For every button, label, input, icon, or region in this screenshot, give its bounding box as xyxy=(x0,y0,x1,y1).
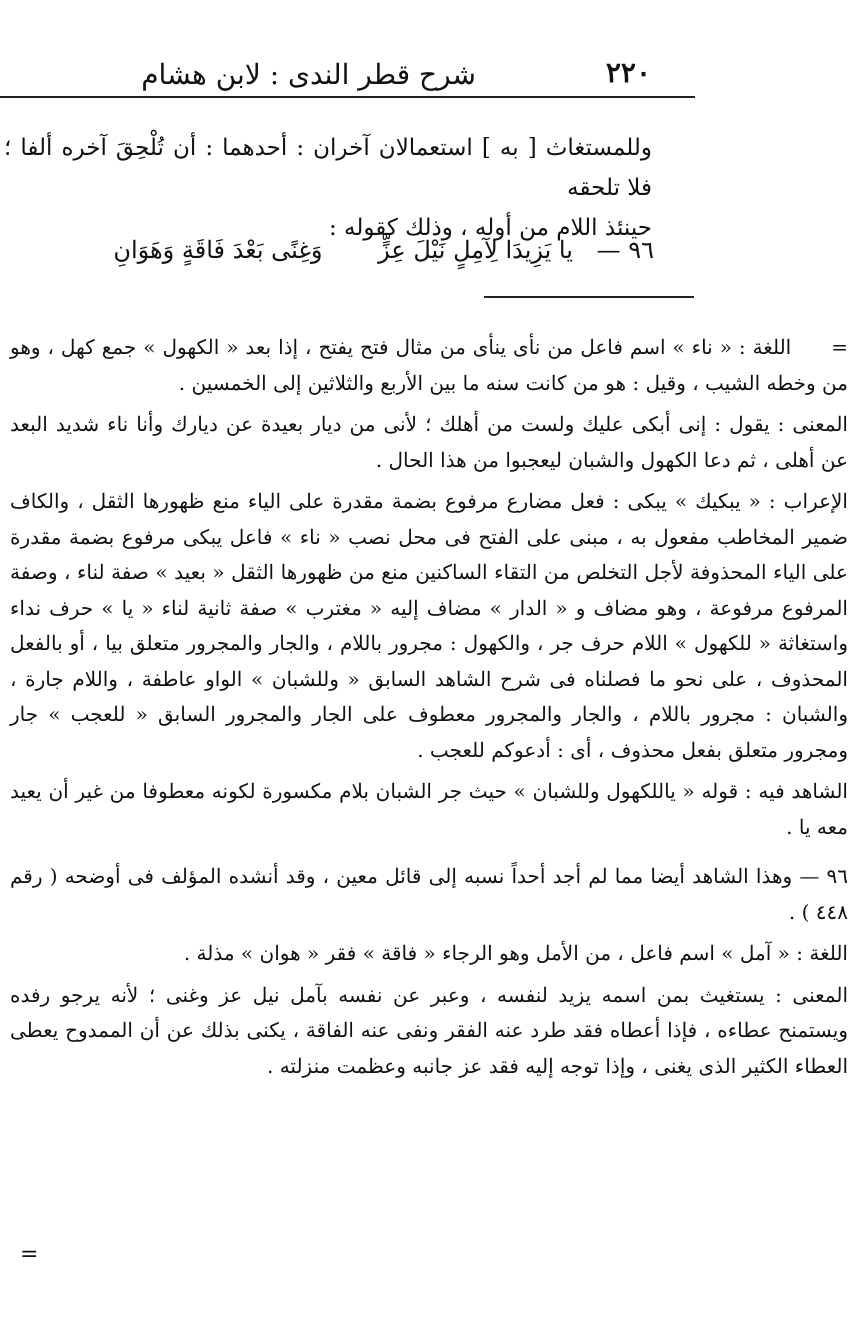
footnote-paragraph: الإعراب : « يبكيك » يبكى : فعل مضارع مرفوع بضمة مقدرة على الياء منع ظهورها الثقل ، والكاف ضمير المخاطب مفعول به ، مبنى على الفتح فى محل نصب « ناء » فاعل يبكى مرفوع بضمة مقدرة على الياء المحذوفة لأجل التخلص من التقاء الساكنين منع من ظهورها الثقل « بعيد » صفة لناء ، وصفة المرفوع مرفوعة ، وهو مضاف و « الدار » مضاف إليه « مغترب » صفة ثانية لناء « يا » حرف نداء واستغاثة « للكهول » اللام حرف جر ، والكهول : مجرور باللام ، والجار والمجرور متعلق بيا ، أو بالفعل المحذوف ، على نحو ما فصلناه فى شرح الشاهد السابق « وللشبان » الواو عاطفة ، واللام جارة ، والشبان : مجرور باللام ، والجار والمجرور معطوف على الجار والمجرور السابق « للعجب » جار ومجرور متعلق بفعل محذوف ، أى : أدعوكم للعجب . xyxy=(10,489,848,762)
verse-hemistich-first: يا يَزِيدَا لِآمِلٍ نَيْلَ عِزٍّ xyxy=(378,236,573,264)
main-line: وللمستغاث [ به ] استعمالان آخران : أحدهما : أن تُلْحِقَ آخره ألفا ؛ فلا تلحقه xyxy=(4,135,652,201)
page-header xyxy=(0,52,861,92)
verse-number: ٩٦ — xyxy=(596,236,654,264)
verse-hemistich-second: وَغِنًى بَعْدَ فَاقَةٍ وَهَوَانِ xyxy=(113,236,323,264)
footnote-paragraph: المعنى : يستغيث بمن اسمه يزيد لنفسه ، وعبر عن نفسه بآمل نيل عز وغنى ؛ لأنه يرجو رفده ويستمنح عطاءه ، فإذا أعطاه فقد طرد عنه الفقر ونفى عنه الفاقة ، يكنى بذلك عن أن الممدوح يعطى العطاء الكثير الذى يغنى ، وإذا توجه إليه فقد عز جانبه وعظمت منزلته . xyxy=(10,982,848,1078)
footnote-paragraph: المعنى : يقول : إنى أبكى عليك ولست من أهلك ؛ لأنى من ديار بعيدة عن ديارك وأنا ناء شديد البعد عن أهلى ، ثم دعا الكهول والشبان ليعجبوا من هذا الحال . xyxy=(10,412,848,472)
footnote-paragraph xyxy=(10,330,848,401)
footnotes xyxy=(10,330,848,1090)
continuation-marker-end: = xyxy=(20,1242,39,1267)
main-line: حينئذ اللام من أوله ، وذلك كقوله : xyxy=(328,215,652,241)
running-title: شرح قطر الندى : لابن هشام xyxy=(141,58,476,91)
page-number: ٢٢٠ xyxy=(605,56,651,89)
footnote-separator xyxy=(484,296,694,298)
poetry-verse xyxy=(110,230,654,270)
footnote-paragraph: اللغة : « آمل » اسم فاعل ، من الأمل وهو الرجاء « فاقة » فقر « هوان » مذلة . xyxy=(183,941,848,965)
continuation-marker: = xyxy=(831,335,848,359)
header-rule xyxy=(0,96,695,98)
footnote-paragraph: ٩٦ — وهذا الشاهد أيضا مما لم أجد أحداً نسبه إلى قائل معين ، وقد أنشده المؤلف فى أوضحه ( رقم ٤٤٨ ) . xyxy=(10,864,848,924)
footnote-text: اللغة : « ناء » اسم فاعل من نأى ينأى من مثال فتح يفتح ، إذا بعد « الكهول » جمع كهل ، وهو من وخطه الشيب ، وقيل : هو من كانت سنه ما بين الأربع والثلاثين إلى الخمسين . xyxy=(10,335,848,395)
footnote-paragraph: الشاهد فيه : قوله « ياللكهول وللشبان » حيث جر الشبان بلام مكسورة لكونه معطوفا من غير أن يعيد معه يا . xyxy=(10,779,848,839)
